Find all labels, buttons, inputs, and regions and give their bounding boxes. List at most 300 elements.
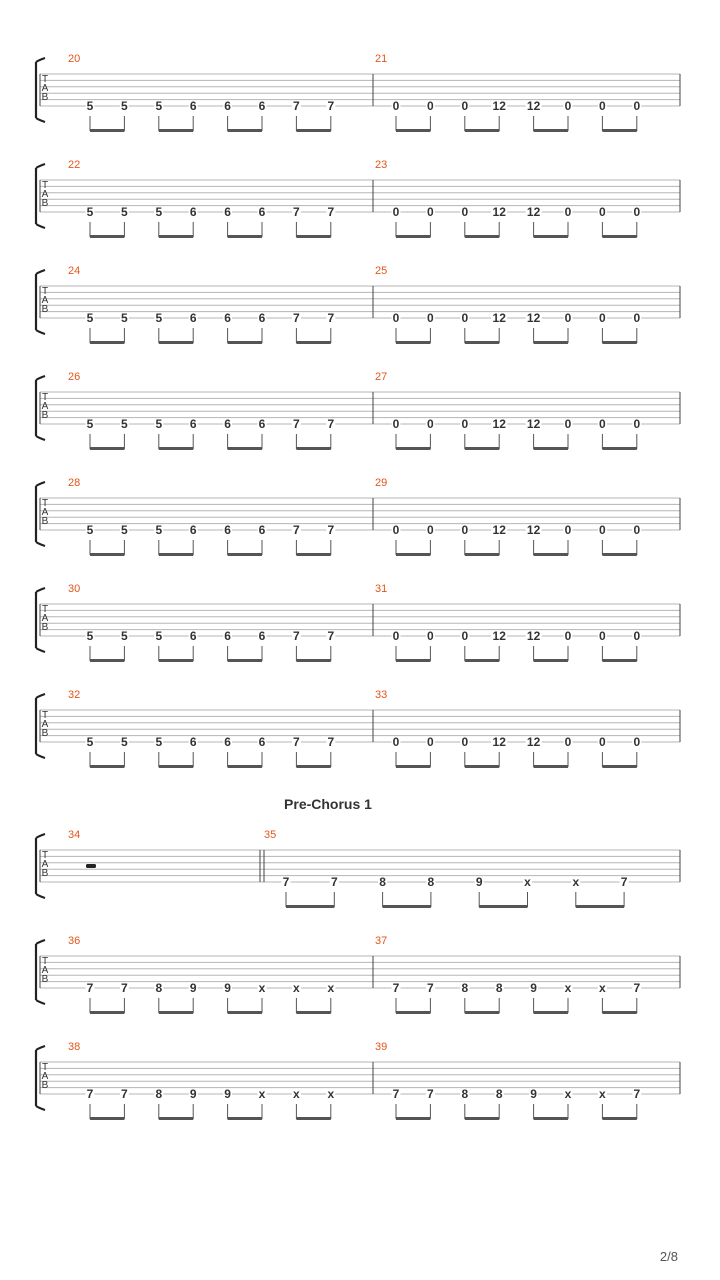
- fret-number: 0: [427, 205, 434, 219]
- fret-number: 12: [526, 205, 541, 219]
- beam: [228, 553, 262, 556]
- beam: [159, 1117, 193, 1120]
- beam: [602, 553, 636, 556]
- fret-number: 6: [189, 523, 197, 537]
- beam: [396, 129, 430, 132]
- system-bracket-bottom-hook: [36, 1000, 45, 1004]
- tab-clef-letter-t: T: [41, 286, 49, 297]
- system-bracket-top-hook: [36, 1046, 45, 1050]
- tab-clef-letter-a: A: [41, 859, 49, 870]
- beam: [534, 447, 568, 450]
- beam: [534, 553, 568, 556]
- fret-number: 12: [526, 99, 541, 113]
- system-bracket-top-hook: [36, 482, 45, 486]
- system-bracket-top-hook: [36, 940, 45, 944]
- fret-number: 9: [224, 1087, 231, 1101]
- system-bracket-top-hook: [36, 58, 45, 62]
- measure-number: 21: [375, 53, 388, 65]
- tab-clef-letter-a: A: [41, 189, 49, 200]
- measure-number: 24: [68, 265, 81, 277]
- fret-number: 0: [461, 417, 469, 431]
- beam: [602, 659, 636, 662]
- fret-number: 7: [327, 629, 335, 643]
- beam: [296, 1011, 330, 1014]
- fret-number: x: [327, 981, 335, 995]
- tab-clef-letter-a: A: [41, 295, 49, 306]
- fret-number: 7: [293, 311, 300, 325]
- tab-clef-letter-a: A: [41, 1071, 49, 1082]
- fret-number: x: [524, 875, 531, 889]
- fret-number: 7: [293, 523, 300, 537]
- fret-number: x: [564, 1087, 572, 1101]
- fret-number: 7: [293, 99, 300, 113]
- rest: [86, 864, 96, 868]
- fret-number: 0: [564, 205, 572, 219]
- fret-number: 7: [327, 311, 335, 325]
- fret-number: 0: [461, 205, 469, 219]
- fret-number: 0: [461, 735, 469, 749]
- beam: [465, 447, 499, 450]
- beam: [602, 1011, 636, 1014]
- tab-clef-letter-b: B: [41, 974, 49, 985]
- fret-number: x: [564, 981, 572, 995]
- beam: [602, 1117, 636, 1120]
- fret-number: 6: [189, 417, 197, 431]
- measure-number: 36: [68, 935, 81, 947]
- beam: [228, 1011, 262, 1014]
- fret-number: 0: [461, 629, 469, 643]
- fret-number: 9: [189, 1087, 197, 1101]
- beam: [576, 905, 624, 908]
- beam: [228, 765, 262, 768]
- beam: [159, 659, 193, 662]
- system-bracket-bottom-hook: [36, 224, 45, 228]
- tab-clef-letter-b: B: [41, 304, 49, 315]
- fret-number: 0: [427, 417, 434, 431]
- measure-number: 37: [375, 935, 388, 947]
- fret-number: 5: [155, 523, 163, 537]
- beam: [228, 1117, 262, 1120]
- fret-number: 0: [599, 99, 606, 113]
- system-bracket-top-hook: [36, 376, 45, 380]
- beam: [90, 341, 124, 344]
- system-bracket-top-hook: [36, 270, 45, 274]
- beam: [465, 765, 499, 768]
- fret-number: 12: [526, 629, 541, 643]
- fret-number: x: [327, 1087, 335, 1101]
- measure-number: 20: [68, 53, 81, 65]
- tab-clef-letter-t: T: [41, 392, 49, 403]
- system-bracket-bottom-hook: [36, 542, 45, 546]
- fret-number: 7: [427, 1087, 434, 1101]
- beam: [396, 553, 430, 556]
- measure-number: 29: [375, 477, 388, 489]
- system-bracket-top-hook: [36, 834, 45, 838]
- beam: [396, 341, 430, 344]
- fret-number: 0: [633, 417, 641, 431]
- beam: [602, 765, 636, 768]
- fret-number: 0: [392, 735, 400, 749]
- fret-number: 5: [86, 205, 94, 219]
- fret-number: 8: [155, 1087, 163, 1101]
- fret-number: 6: [189, 205, 197, 219]
- fret-number: 0: [633, 629, 641, 643]
- fret-number: 5: [86, 99, 94, 113]
- beam: [534, 235, 568, 238]
- fret-number: 0: [633, 523, 641, 537]
- fret-number: 5: [155, 735, 163, 749]
- beam: [396, 1117, 430, 1120]
- fret-number: 12: [526, 735, 541, 749]
- beam: [159, 765, 193, 768]
- fret-number: 8: [461, 1087, 469, 1101]
- fret-number: 9: [475, 875, 483, 889]
- fret-number: 6: [258, 417, 266, 431]
- fret-number: 0: [564, 311, 572, 325]
- fret-number: 6: [258, 523, 266, 537]
- tab-clef-letter-b: B: [41, 868, 49, 879]
- fret-number: 7: [327, 523, 335, 537]
- fret-number: 0: [599, 629, 606, 643]
- fret-number: 7: [293, 629, 300, 643]
- beam: [228, 129, 262, 132]
- fret-number: 0: [633, 311, 641, 325]
- tab-clef-letter-t: T: [41, 710, 49, 721]
- beam: [90, 553, 124, 556]
- fret-number: 0: [427, 99, 434, 113]
- system-bracket-bottom-hook: [36, 754, 45, 758]
- tab-clef-letter-a: A: [41, 83, 49, 94]
- beam: [296, 659, 330, 662]
- fret-number: 7: [293, 205, 300, 219]
- measure-number: 34: [68, 829, 81, 841]
- fret-number: 0: [392, 523, 400, 537]
- tab-clef-letter-t: T: [41, 180, 49, 191]
- fret-number: 0: [392, 417, 400, 431]
- fret-number: x: [293, 981, 300, 995]
- fret-number: 12: [526, 417, 541, 431]
- fret-number: 12: [492, 629, 506, 643]
- tab-clef-letter-b: B: [41, 516, 49, 527]
- fret-number: x: [293, 1087, 300, 1101]
- fret-number: 9: [224, 981, 231, 995]
- beam: [465, 553, 499, 556]
- fret-number: 12: [492, 417, 506, 431]
- fret-number: 5: [86, 417, 94, 431]
- measure-number: 30: [68, 583, 81, 595]
- fret-number: 7: [86, 981, 94, 995]
- tab-clef-letter-t: T: [41, 604, 49, 615]
- fret-number: 0: [427, 523, 434, 537]
- fret-number: 5: [155, 417, 163, 431]
- fret-number: 6: [224, 523, 231, 537]
- tab-clef-letter-a: A: [41, 507, 49, 518]
- fret-number: 0: [599, 417, 606, 431]
- measure-number: 22: [68, 159, 81, 171]
- tab-clef-letter-t: T: [41, 1062, 49, 1073]
- tab-clef-letter-a: A: [41, 719, 49, 730]
- fret-number: x: [599, 1087, 606, 1101]
- fret-number: 7: [427, 981, 434, 995]
- beam: [90, 447, 124, 450]
- fret-number: 5: [121, 205, 128, 219]
- beam: [465, 341, 499, 344]
- fret-number: x: [572, 875, 580, 889]
- beam: [296, 341, 330, 344]
- measure-number: 32: [68, 689, 81, 701]
- fret-number: 7: [633, 1087, 641, 1101]
- fret-number: 7: [293, 417, 300, 431]
- measure-number: 35: [264, 829, 277, 841]
- tab-clef-letter-b: B: [41, 728, 49, 739]
- tab-clef-letter-t: T: [41, 498, 49, 509]
- beam: [159, 129, 193, 132]
- beam: [90, 129, 124, 132]
- fret-number: 7: [86, 1087, 94, 1101]
- page-number: 2/8: [659, 1249, 678, 1264]
- beam: [296, 765, 330, 768]
- fret-number: 0: [564, 99, 572, 113]
- fret-number: 0: [564, 629, 572, 643]
- beam: [90, 765, 124, 768]
- fret-number: 8: [495, 981, 503, 995]
- fret-number: 9: [530, 981, 537, 995]
- measure-number: 28: [68, 477, 81, 489]
- system-bracket-bottom-hook: [36, 648, 45, 652]
- fret-number: 6: [189, 311, 197, 325]
- fret-number: 6: [224, 735, 231, 749]
- fret-number: 5: [121, 735, 128, 749]
- fret-number: 6: [258, 99, 266, 113]
- tab-clef-letter-b: B: [41, 92, 49, 103]
- system-bracket-top-hook: [36, 164, 45, 168]
- tab-clef-letter-b: B: [41, 622, 49, 633]
- beam: [465, 1117, 499, 1120]
- fret-number: 5: [86, 735, 94, 749]
- system-bracket-bottom-hook: [36, 1106, 45, 1110]
- beam: [534, 765, 568, 768]
- beam: [228, 447, 262, 450]
- fret-number: 0: [599, 523, 606, 537]
- fret-number: 5: [155, 205, 163, 219]
- fret-number: 6: [258, 205, 266, 219]
- fret-number: 0: [599, 735, 606, 749]
- section-label: Pre-Chorus 1: [284, 796, 372, 812]
- beam: [296, 1117, 330, 1120]
- fret-number: 5: [121, 417, 128, 431]
- fret-number: 12: [492, 523, 506, 537]
- beam: [602, 129, 636, 132]
- fret-number: 5: [155, 99, 163, 113]
- fret-number: 0: [633, 205, 641, 219]
- fret-number: 12: [526, 523, 541, 537]
- fret-number: 7: [620, 875, 628, 889]
- fret-number: 0: [599, 311, 606, 325]
- fret-number: 6: [189, 99, 197, 113]
- beam: [90, 235, 124, 238]
- beam: [479, 905, 527, 908]
- measure-number: 23: [375, 159, 388, 171]
- beam: [90, 659, 124, 662]
- fret-number: 6: [224, 417, 231, 431]
- fret-number: 6: [189, 629, 197, 643]
- fret-number: 7: [392, 981, 400, 995]
- beam: [465, 129, 499, 132]
- fret-number: 6: [258, 735, 266, 749]
- measure-number: 25: [375, 265, 388, 277]
- beam: [534, 1117, 568, 1120]
- fret-number: 5: [121, 629, 128, 643]
- fret-number: 6: [224, 205, 231, 219]
- beam: [602, 447, 636, 450]
- fret-number: 7: [121, 1087, 128, 1101]
- fret-number: 0: [633, 735, 641, 749]
- tab-clef-letter-a: A: [41, 965, 49, 976]
- fret-number: 7: [330, 875, 338, 889]
- fret-number: 12: [492, 311, 506, 325]
- fret-number: 7: [327, 735, 335, 749]
- beam: [296, 447, 330, 450]
- beam: [534, 1011, 568, 1014]
- fret-number: x: [258, 981, 266, 995]
- fret-number: 0: [427, 629, 434, 643]
- fret-number: 0: [427, 735, 434, 749]
- fret-number: 0: [392, 99, 400, 113]
- beam: [534, 129, 568, 132]
- system-bracket-top-hook: [36, 588, 45, 592]
- measure-number: 26: [68, 371, 81, 383]
- fret-number: 5: [121, 99, 128, 113]
- beam: [90, 1011, 124, 1014]
- system-bracket-bottom-hook: [36, 436, 45, 440]
- fret-number: 8: [427, 875, 435, 889]
- fret-number: 7: [327, 205, 335, 219]
- fret-number: 0: [427, 311, 434, 325]
- beam: [296, 235, 330, 238]
- beam: [534, 659, 568, 662]
- tab-clef-letter-t: T: [41, 956, 49, 967]
- fret-number: 7: [121, 981, 128, 995]
- fret-number: 0: [564, 417, 572, 431]
- tab-clef-letter-a: A: [41, 401, 49, 412]
- fret-number: 5: [155, 629, 163, 643]
- beam: [396, 1011, 430, 1014]
- fret-number: 7: [633, 981, 641, 995]
- measure-number: 39: [375, 1041, 388, 1053]
- beam: [296, 553, 330, 556]
- beam: [602, 235, 636, 238]
- measure-number: 38: [68, 1041, 81, 1053]
- fret-number: 0: [461, 311, 469, 325]
- fret-number: 6: [258, 629, 266, 643]
- tab-clef-letter-b: B: [41, 410, 49, 421]
- fret-number: 9: [530, 1087, 537, 1101]
- fret-number: x: [599, 981, 606, 995]
- fret-number: 0: [564, 735, 572, 749]
- beam: [159, 341, 193, 344]
- fret-number: 0: [599, 205, 606, 219]
- fret-number: 7: [293, 735, 300, 749]
- fret-number: 12: [526, 311, 541, 325]
- fret-number: 8: [155, 981, 163, 995]
- fret-number: 5: [121, 311, 128, 325]
- fret-number: 0: [392, 311, 400, 325]
- beam: [228, 235, 262, 238]
- fret-number: 6: [224, 99, 231, 113]
- fret-number: 9: [189, 981, 197, 995]
- fret-number: 5: [121, 523, 128, 537]
- fret-number: 7: [327, 417, 335, 431]
- beam: [465, 659, 499, 662]
- beam: [228, 341, 262, 344]
- beam: [383, 905, 431, 908]
- beam: [602, 341, 636, 344]
- beam: [396, 765, 430, 768]
- fret-number: 12: [492, 99, 506, 113]
- fret-number: 0: [633, 99, 641, 113]
- beam: [396, 235, 430, 238]
- beam: [534, 341, 568, 344]
- fret-number: 6: [258, 311, 266, 325]
- measure-number: 31: [375, 583, 388, 595]
- beam: [159, 1011, 193, 1014]
- fret-number: 0: [461, 523, 469, 537]
- fret-number: 0: [564, 523, 572, 537]
- fret-number: 12: [492, 205, 506, 219]
- fret-number: 12: [492, 735, 506, 749]
- fret-number: 7: [327, 99, 335, 113]
- fret-number: 5: [86, 311, 94, 325]
- fret-number: 0: [392, 629, 400, 643]
- measure-number: 33: [375, 689, 388, 701]
- system-bracket-top-hook: [36, 694, 45, 698]
- system-bracket-bottom-hook: [36, 118, 45, 122]
- fret-number: 8: [495, 1087, 503, 1101]
- fret-number: x: [258, 1087, 266, 1101]
- system-bracket-bottom-hook: [36, 894, 45, 898]
- system-bracket-bottom-hook: [36, 330, 45, 334]
- tab-clef-letter-t: T: [41, 74, 49, 85]
- beam: [286, 905, 334, 908]
- fret-number: 5: [155, 311, 163, 325]
- fret-number: 6: [189, 735, 197, 749]
- fret-number: 8: [379, 875, 386, 889]
- beam: [465, 1011, 499, 1014]
- fret-number: 5: [86, 523, 94, 537]
- fret-number: 8: [461, 981, 469, 995]
- fret-number: 7: [392, 1087, 400, 1101]
- tab-clef-letter-a: A: [41, 613, 49, 624]
- beam: [159, 235, 193, 238]
- measure-number: 27: [375, 371, 388, 383]
- fret-number: 0: [392, 205, 400, 219]
- tab-clef-letter-b: B: [41, 198, 49, 209]
- beam: [159, 553, 193, 556]
- beam: [90, 1117, 124, 1120]
- beam: [296, 129, 330, 132]
- fret-number: 6: [224, 629, 231, 643]
- beam: [228, 659, 262, 662]
- tab-clef-letter-b: B: [41, 1080, 49, 1091]
- fret-number: 7: [282, 875, 290, 889]
- beam: [465, 235, 499, 238]
- tab-clef-letter-t: T: [41, 850, 49, 861]
- fret-number: 0: [461, 99, 469, 113]
- fret-number: 5: [86, 629, 94, 643]
- fret-number: 6: [224, 311, 231, 325]
- beam: [396, 659, 430, 662]
- beam: [396, 447, 430, 450]
